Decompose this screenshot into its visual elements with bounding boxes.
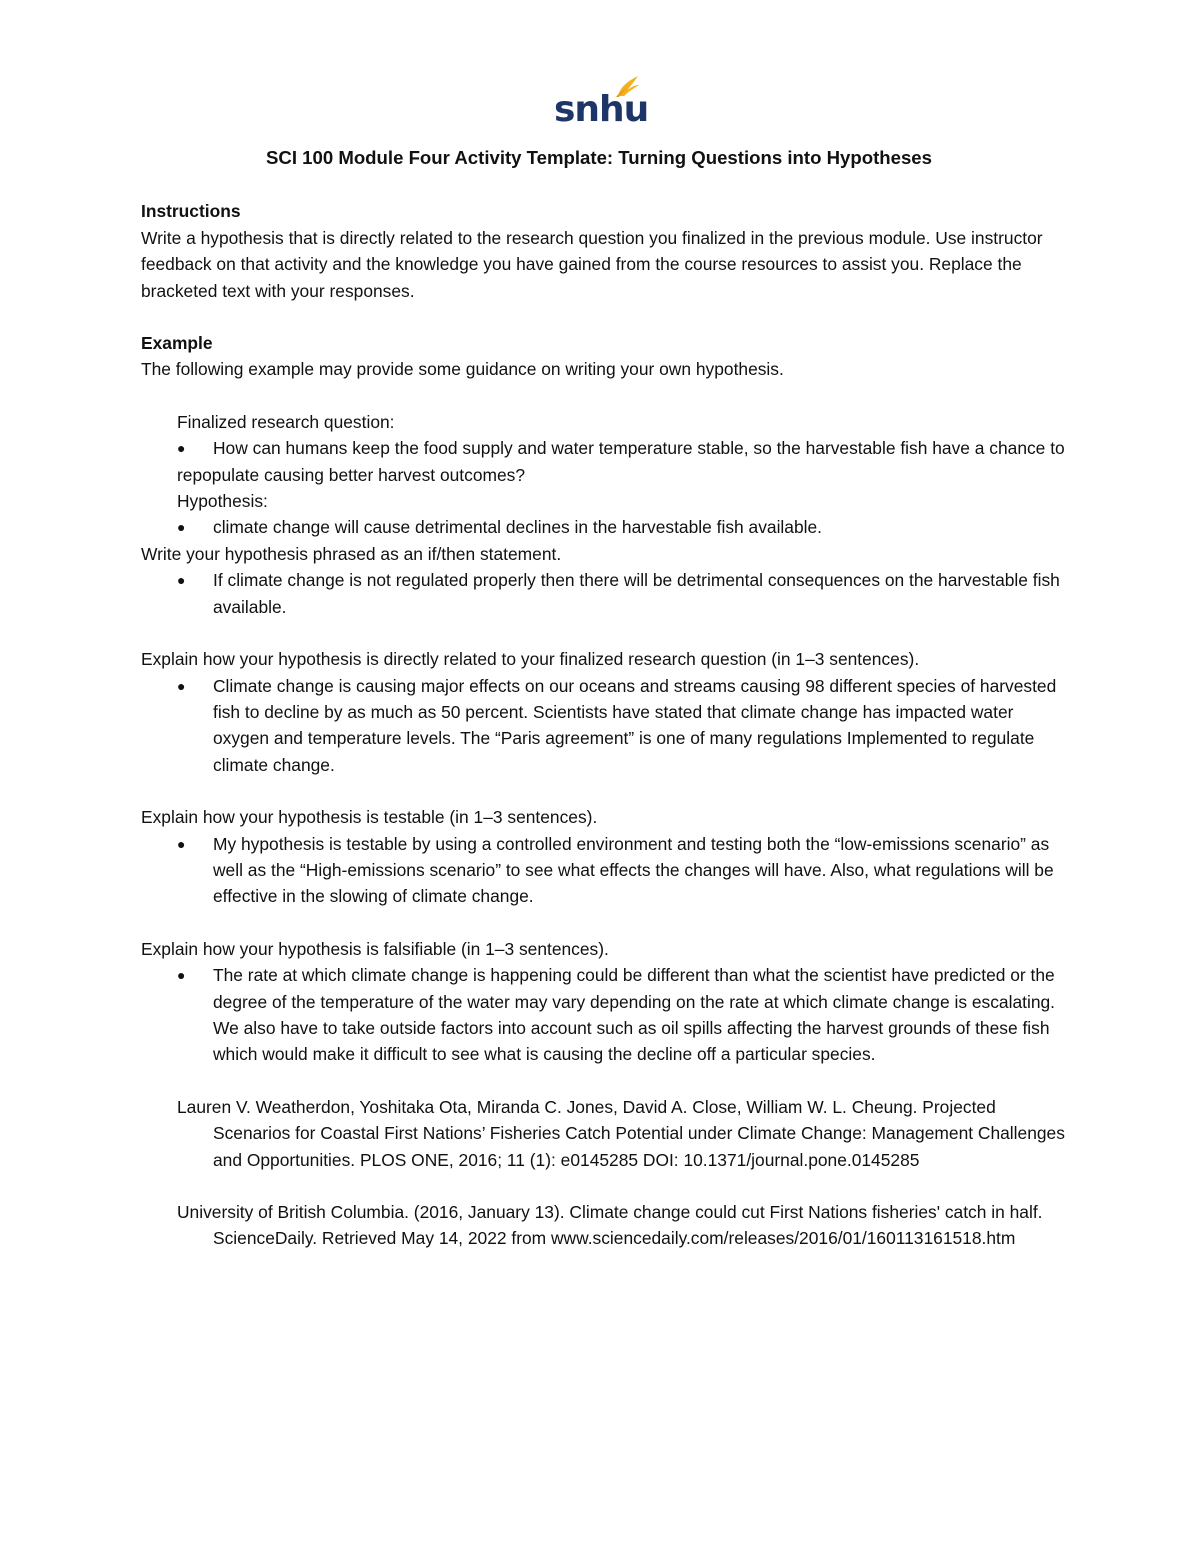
document-title: SCI 100 Module Four Activity Template: Turning Questions into Hypotheses (265, 147, 932, 168)
reference-2: University of British Columbia. (2016, January 13). Climate change could cut First Nations fisheries' catch in half. ScienceDaily. Retrieved May 14, 2022 from www.sciencedaily.com/releases/2016/01/160113161518.htm (177, 1202, 1043, 1249)
bullet-icon: ● (177, 835, 186, 852)
question-label: Finalized research question: (177, 411, 395, 432)
instructions-heading: Instructions (141, 201, 241, 222)
question-list (141, 435, 1071, 488)
logo-wordmark: snhu (554, 89, 649, 130)
list-item: ● How can humans keep the food supply and water temperature stable, so the harvestable fish have a chance to repopulate causing better harvest outcomes? (141, 435, 1071, 488)
ifthen-list (141, 567, 1071, 620)
testable-answer-list (141, 831, 1071, 910)
falsifiable-prompt: Explain how your hypothesis is falsifiable (in 1–3 sentences). (141, 938, 609, 959)
example-heading: Example (141, 333, 213, 354)
list-item: ● If climate change is not regulated properly then there will be detrimental consequences on the harvestable fish available. (141, 567, 1071, 620)
bullet-icon: ● (177, 572, 186, 589)
instructions-body: Write a hypothesis that is directly related to the research question you finalized in the previous module. Use instructor feedback on that activity and the knowledge you have gained from the course resources to assist you. Replace the bracketed text with your responses. (141, 227, 1043, 301)
testable-prompt: Explain how your hypothesis is testable (in 1–3 sentences). (141, 807, 598, 828)
example-body: The following example may provide some guidance on writing your own hypothesis. (141, 359, 784, 380)
hypothesis-list (141, 514, 1071, 540)
related-answer-list (141, 673, 1071, 779)
snhu-logo (554, 74, 649, 132)
bullet-icon: ● (177, 967, 186, 984)
bullet-icon: ● (177, 677, 186, 694)
reference-1: Lauren V. Weatherdon, Yoshitaka Ota, Miranda C. Jones, David A. Close, William W. L. Cheung. Projected Scenarios for Coastal First Nations’ Fisheries Catch Potential under Climate Change: Management Challenges and Opportunities. PLOS ONE, 2016; 11 (1): e0145285 DOI: 10.1371/journal.pone.0145285 (177, 1096, 1065, 1170)
bullet-icon: ● (177, 440, 186, 457)
document-body (141, 140, 1071, 1252)
list-item: ● My hypothesis is testable by using a controlled environment and testing both the “low-emissions scenario” as well as the “High-emissions scenario” to see what effects the changes will have. Also, what regulations will be effective in the slowing of climate change. (141, 831, 1071, 910)
ifthen-label: Write your hypothesis phrased as an if/then statement. (141, 543, 562, 564)
related-prompt: Explain how your hypothesis is directly related to your finalized research question (in 1–3 sentences). (141, 649, 920, 670)
hypothesis-label: Hypothesis: (177, 491, 268, 512)
list-item: ● The rate at which climate change is happening could be different than what the scientist have predicted or the degree of the temperature of the water may vary depending on the rate at which climate change is escalating. We also have to take outside factors into account such as oil spills affecting the harvest grounds of these fish which would make it difficult to see what is causing the decline off a particular species. (141, 962, 1071, 1068)
bullet-icon: ● (177, 519, 186, 536)
list-item: ● Climate change is causing major effects on our oceans and streams causing 98 different species of harvested fish to decline by as much as 50 percent. Scientists have stated that climate change has impacted water oxygen and temperature levels. The “Paris agreement” is one of many regulations Implemented to regulate climate change. (141, 673, 1071, 779)
falsifiable-answer-list (141, 962, 1071, 1068)
list-item: ● climate change will cause detrimental declines in the harvestable fish available. (141, 514, 1071, 540)
